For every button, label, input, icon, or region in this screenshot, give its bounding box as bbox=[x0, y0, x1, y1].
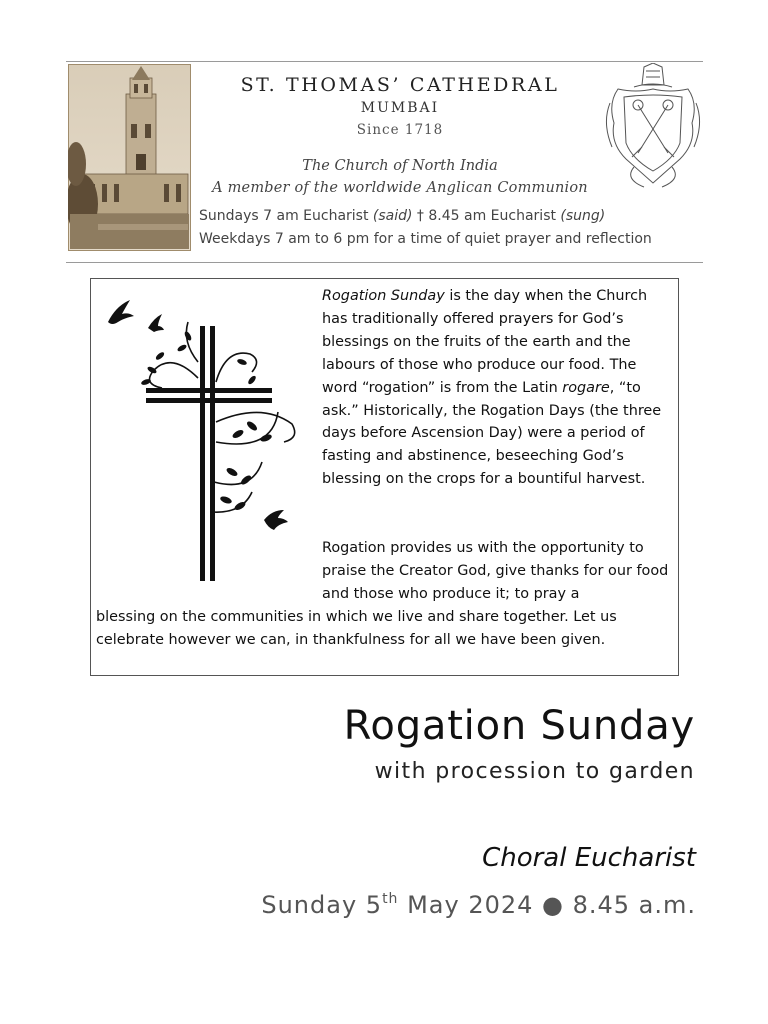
rogation-paragraph-2: Rogation provides us with the opportunity to praise the Creator God, give thanks for our food and those who produce it; to pray a bbox=[322, 540, 669, 602]
event-subtitle: with procession to garden bbox=[374, 759, 695, 784]
cathedral-photo bbox=[68, 64, 191, 251]
cathedral-name: ST. THOMAS’ CATHEDRAL bbox=[240, 74, 560, 96]
sunday-service-times: Sundays 7 am Eucharist (said) † 8.45 am Eucharist (sung) bbox=[199, 208, 606, 224]
communion-membership: A member of the worldwide Anglican Communion bbox=[212, 180, 588, 196]
header-bottom-rule bbox=[66, 262, 703, 263]
rogation-paragraph-2-continued: blessing on the communities in which we live and share together. Let us celebrate however we can, in thankfulness for all we have been given. bbox=[96, 609, 617, 648]
diocesan-crest bbox=[604, 63, 702, 191]
founded-year: Since 1718 bbox=[356, 122, 444, 138]
event-date-time: Sunday 5th May 2024 ● 8.45 a.m. bbox=[261, 891, 696, 919]
event-title: Rogation Sunday bbox=[343, 703, 695, 749]
weekday-hours: Weekdays 7 am to 6 pm for a time of quiet prayer and reflection bbox=[199, 231, 652, 247]
rogation-paragraph-1: Rogation Sunday is the day when the Church has traditionally offered prayers for God’s blessings on the fruits of the earth and the labours of those who produce our food. The word “rogation” is from the Latin rogare, “to ask.” Historically, the Rogation Days (the three days before Ascension Day) were a period of fasting and abstinence, beseeching God’s blessing on the crops for a bountiful harvest. bbox=[322, 288, 662, 488]
church-affiliation: The Church of North India bbox=[302, 158, 498, 174]
city-name: MUMBAI bbox=[360, 100, 440, 116]
service-name: Choral Eucharist bbox=[482, 843, 696, 873]
header-top-rule bbox=[66, 61, 703, 62]
cross-with-vine-and-birds-illustration bbox=[102, 292, 307, 587]
